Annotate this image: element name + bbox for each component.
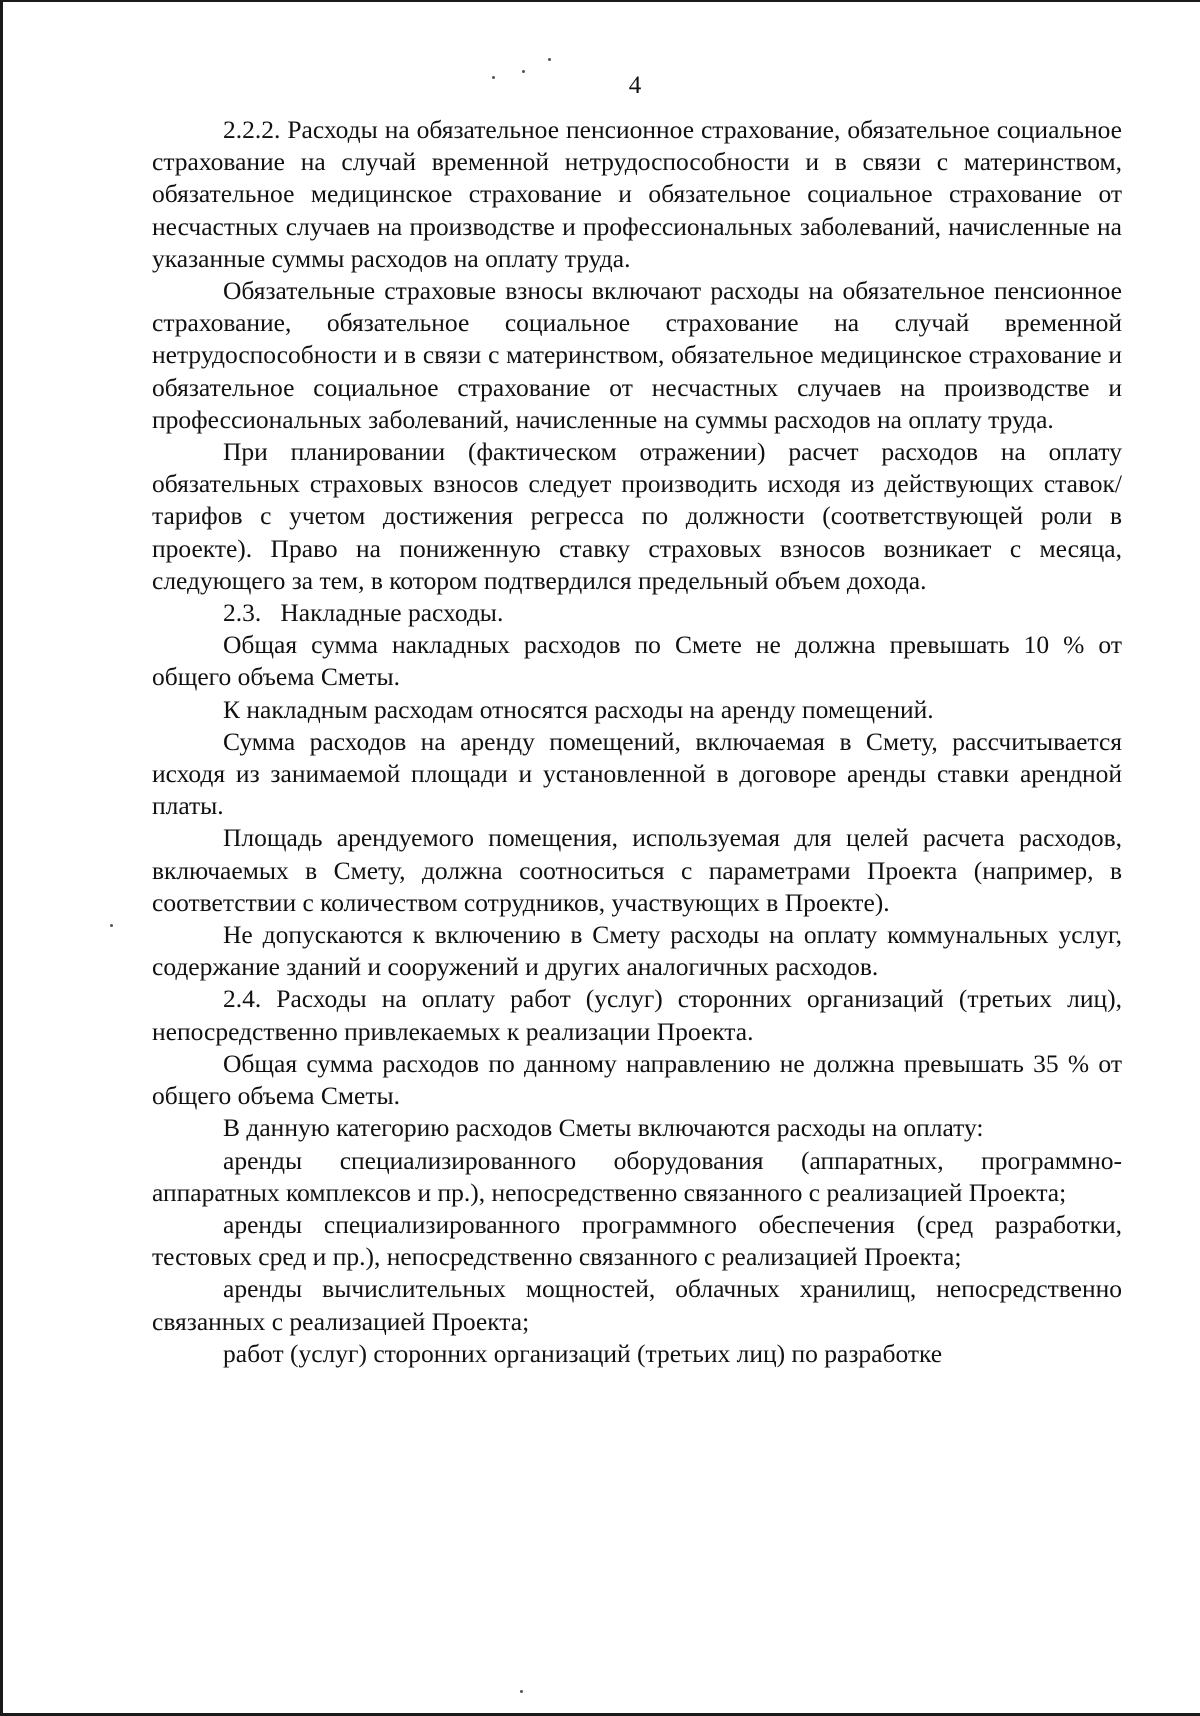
paragraph-category-includes: В данную категорию расходов Сметы включаются расходы на оплату:: [223, 1113, 984, 1143]
scan-speck: [548, 58, 551, 61]
scan-speck: [520, 1690, 523, 1693]
paragraph-2-2-2: 2.2.2. Расходы на обязательное пенсионное страхование, обязательное социальное страхование на случай временной нетрудоспособности и в связи с материнством, обязательное медицинское страхование и обязательное социальное страхование от несчастных случаев на производстве и профессиональных заболеваний, начисленные на указанные суммы расходов на оплату труда.: [152, 115, 1122, 273]
paragraph-insurance-contributions: Обязательные страховые взносы включают расходы на обязательное пенсионное страхование, обязательное социальное страхование на случай временной нетрудоспособности и в связи с материнством, обязательное медицинское страхование и обязательное социальное страхование от несчастных случаев на производстве и профессиональных заболеваний, начисленные на суммы расходов на оплату труда.: [152, 276, 1122, 434]
list-item-computing-rent: аренды вычислительных мощностей, облачных хранилищ, непосредственно связанных с реализацией Проекта;: [152, 1274, 1122, 1336]
paragraph-overhead-rent: К накладным расходам относятся расходы на аренду помещений.: [223, 694, 934, 724]
list-item-software-rent: аренды специализированного программного обеспечения (сред разработки, тестовых сред и пр.), непосредственно связанного с реализацией Проекта;: [152, 1209, 1122, 1272]
section-heading-2-3: 2.3. Накладные расходы.: [223, 598, 504, 628]
list-item-equipment-rent: аренды специализированного оборудования (аппаратных, программно-аппаратных комплексов и пр.), непосредственно связанного с реализацией Проекта;: [152, 1145, 1122, 1207]
scan-edge-left: [0, 0, 3, 1716]
paragraph-overhead-limit: Общая сумма накладных расходов по Смете не должна превышать 10 % от общего объема Сметы.: [152, 630, 1122, 692]
document-body: [152, 114, 1122, 1370]
scan-speck: [110, 924, 113, 927]
paragraph-utilities-excluded: Не допускаются к включению в Смету расходы на оплату коммунальных услуг, содержание зданий и сооружений и других аналогичных расходов.: [152, 920, 1122, 982]
paragraph-planning-calculation: При планировании (фактическом отражении) расчет расходов на оплату обязательных страховых взносов следует производить исходя из действующих ставок/тарифов с учетом достижения регресса по должности (соответствующей роли в проекте). Право на пониженную ставку страховых взносов возникает с месяца, следующего за тем, в котором подтвердился предельный объем дохода.: [152, 437, 1122, 595]
list-item-third-party-works: работ (услуг) сторонних организаций (третьих лиц) по разработке: [223, 1338, 943, 1368]
paragraph-third-party-limit: Общая сумма расходов по данному направлению не должна превышать 35 % от общего объема Сметы.: [152, 1048, 1122, 1111]
paragraph-rent-calculation: Сумма расходов на аренду помещений, включаемая в Смету, рассчитывается исходя из занимаемой площади и установленной в договоре аренды ставки арендной платы.: [152, 726, 1122, 821]
scan-edge-top: [0, 0, 1200, 2]
page-number: 4: [628, 72, 642, 99]
paragraph-rented-area: Площадь арендуемого помещения, используемая для целей расчета расходов, включаемых в Смету, должна соотноситься с параметрами Проекта (например, в соответствии с количеством сотрудников, участвующих в Проекте).: [152, 823, 1122, 917]
section-heading-2-4: 2.4. Расходы на оплату работ (услуг) сторонних организаций (третьих лиц), непосредственно привлекаемых к реализации Проекта.: [152, 984, 1122, 1046]
